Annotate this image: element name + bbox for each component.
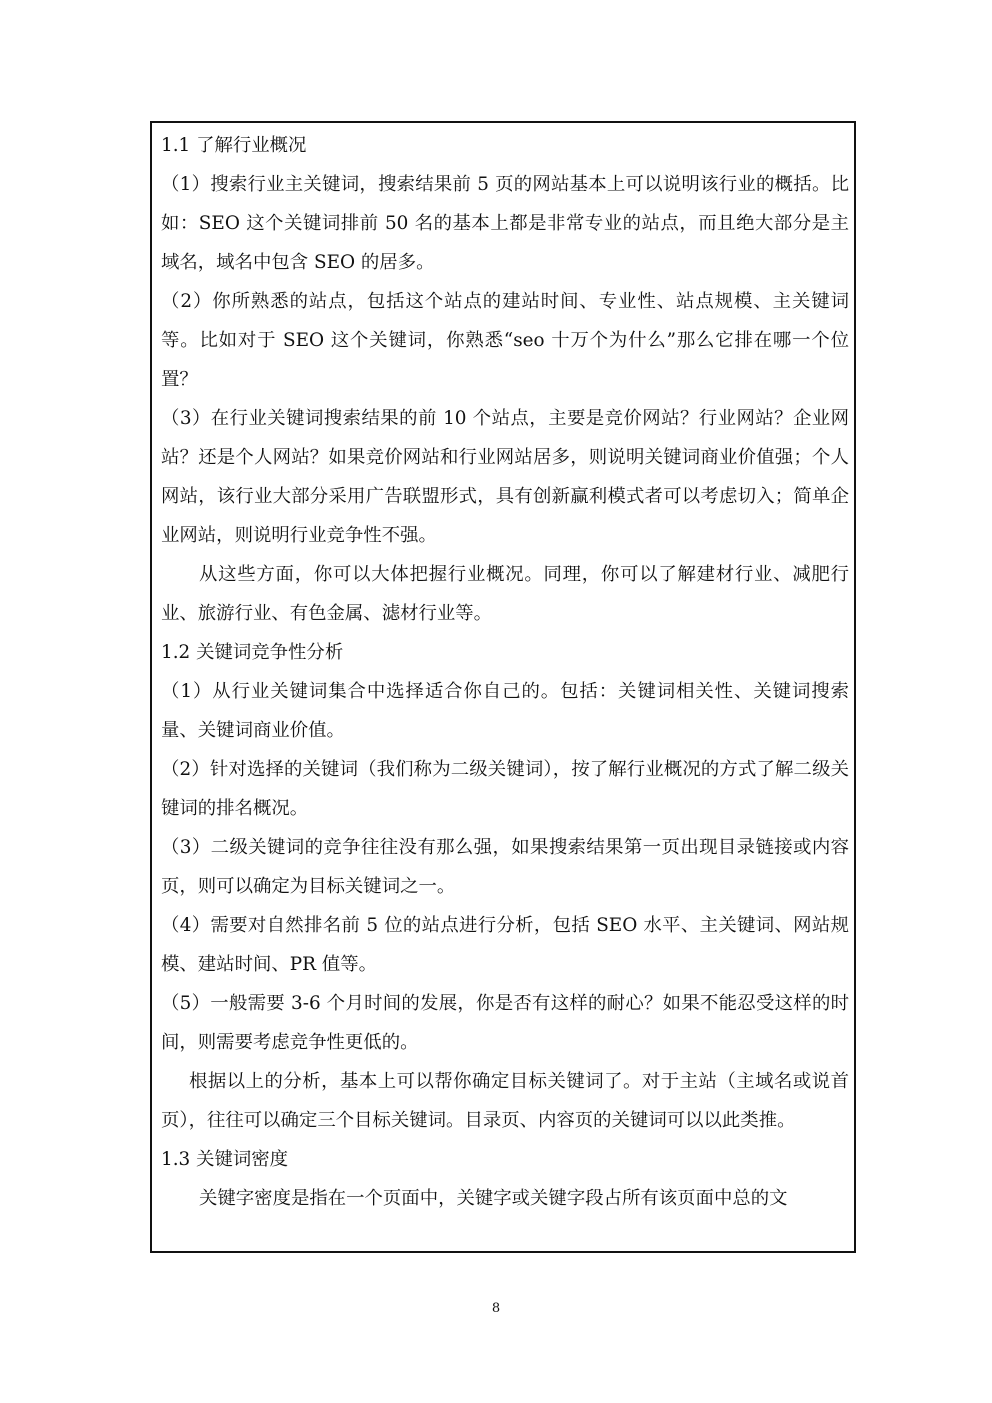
document-body: [161, 126, 849, 1218]
content-table-cell: [150, 121, 856, 1253]
page-number: 8: [491, 1301, 501, 1316]
paragraph: （1）从行业关键词集合中选择适合你自己的。包括：关键词相关性、关键词搜索量、关键词商业价值。: [161, 681, 849, 741]
paragraph: （2）针对选择的关键词（我们称为二级关键词），按了解行业概况的方式了解二级关键词的排名概况。: [161, 759, 849, 819]
paragraph: （5）一般需要 3-6 个月时间的发展，你是否有这样的耐心？如果不能忍受这样的时间，则需要考虑竞争性更低的。: [161, 993, 849, 1053]
paragraph: （1）搜索行业主关键词，搜索结果前 5 页的网站基本上可以说明该行业的概括。比如：SEO 这个关键词排前 50 名的基本上都是非常专业的站点，而且绝大部分是主域名，域名中包含 SEO 的居多。: [161, 174, 849, 273]
paragraph: 从这些方面，你可以大体把握行业概况。同理，你可以了解建材行业、减肥行业、旅游行业、有色金属、滤材行业等。: [161, 564, 849, 624]
paragraph: （3）二级关键词的竞争往往没有那么强，如果搜索结果第一页出现目录链接或内容页，则可以确定为目标关键词之一。: [161, 837, 849, 897]
paragraph: （4）需要对自然排名前 5 位的站点进行分析，包括 SEO 水平、主关键词、网站规模、建站时间、PR 值等。: [161, 915, 849, 975]
paragraph: （2）你所熟悉的站点，包括这个站点的建站时间、专业性、站点规模、主关键词等。比如对于 SEO 这个关键词，你熟悉“seo 十万个为什么”那么它排在哪一个位置？: [161, 291, 849, 390]
section-heading: 1.1 了解行业概况: [161, 135, 307, 156]
paragraph: （3）在行业关键词搜索结果的前 10 个站点，主要是竞价网站？行业网站？企业网站？还是个人网站？如果竞价网站和行业网站居多，则说明关键词商业价值强；个人网站，该行业大部分采用广告联盟形式，具有创新赢利模式者可以考虑切入；简单企业网站，则说明行业竞争性不强。: [161, 408, 849, 546]
section-heading: 1.3 关键词密度: [161, 1149, 289, 1170]
section-heading: 1.2 关键词竞争性分析: [161, 642, 344, 663]
paragraph: 关键字密度是指在一个页面中，关键字或关键字段占所有该页面中总的文: [199, 1188, 788, 1209]
paragraph: 根据以上的分析，基本上可以帮你确定目标关键词了。对于主站（主域名或说首页），往往可以确定三个目标关键词。目录页、内容页的关键词可以以此类推。: [161, 1071, 849, 1131]
